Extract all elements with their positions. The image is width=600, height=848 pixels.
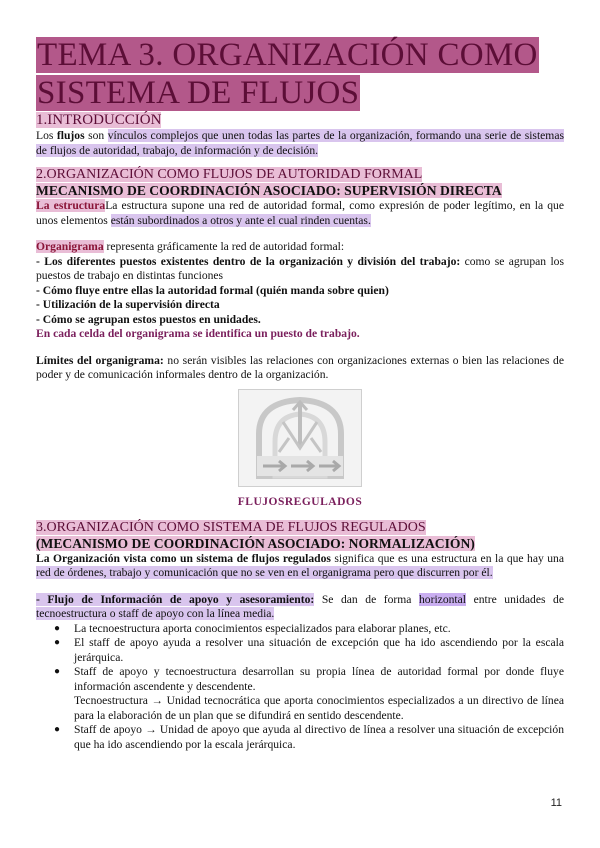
intro-paragraph: Los flujos son vínculos complejos que unen todas las partes de la organización, formando una serie de sistemas de flujos de autoridad, trabajo, de información y de decisión. [36,129,564,157]
section-2-heading: 2.ORGANIZACIÓN COMO FLUJOS DE AUTORIDAD FORMAL [36,167,423,182]
organigrama-note: En cada celda del organigrama se identifica un puesto de trabajo. [36,327,360,340]
section-2-subheading: MECANISMO DE COORDINACIÓN ASOCIADO: SUPERVISIÓN DIRECTA [36,183,502,198]
organigrama-item-3: - Utilización de la supervisión directa [36,298,220,311]
organigrama-item-2: - Cómo fluye entre ellas la autoridad formal (quién manda sobre quien) [36,283,389,297]
page-title [36,36,564,112]
section-3-heading: 3.ORGANIZACIÓN COMO SISTEMA DE FLUJOS REGULADOS [36,519,426,535]
flujos-regulados-diagram [238,389,362,487]
section-3-subheading: (MECANISMO DE COORDINACIÓN ASOCIADO: NORMALIZACIÓN) [36,535,475,551]
document-page [36,36,564,752]
flujos-regulados-paragraph: La Organización vista como un sistema de flujos regulados significa que es una estructura en la que hay una red de órdenes, trabajo y comunicación que no se ven en el organigrama pero que discurren por él. [36,551,564,579]
diagram-image [239,390,361,486]
section-1-heading: 1.INTRODUCCIÓN [36,112,162,128]
limites-paragraph: Límites del organigrama: no serán visibles las relaciones con organizaciones externas o bien las relaciones de poder y de comunicación informales dentro de la organización. [36,353,564,381]
figure-caption: FLUJOSREGULADOS [237,495,363,508]
list-item: ● La tecnoestructura aporta conocimientos especializados para elaborar planes, etc. [54,621,451,635]
apoyo-bullet-list [36,622,564,753]
list-item: ● Staff de apoyo → Unidad de apoyo que ayuda al directivo de línea a resolver una situación de excepción que ha ido ascendiendo por la escala jerárquica. [54,723,564,751]
bullet-icon: ● [54,637,61,648]
title-line-1: TEMA 3. ORGANIZACIÓN COMO [37,37,538,73]
page-number: 11 [550,797,562,809]
title-line-2: SISTEMA DE FLUJOS [37,75,360,111]
flujo-informacion-paragraph: - Flujo de Información de apoyo y asesoramiento: Se dan de forma horizontal entre unidades de tecnoestructura o staff de apoyo con la línea media. [36,592,564,620]
bullet-icon: ● [54,622,61,634]
bullet-icon: ● [54,724,61,735]
bullet-icon: ● [54,666,61,677]
list-item: ● El staff de apoyo ayuda a resolver una situación de excepción que ha ido ascendiendo por la escala jerárquica. [54,636,564,664]
list-item: ● Staff de apoyo y tecnoestructura desarrollan su propia línea de autoridad formal por donde fluye información ascendente y descendente. Tecnoestructura → Unidad tecnocrática que aporta conocimientos especializados a un directivo de línea para la elaboración de un plan que se difundirá en sentido descendente. [54,665,564,722]
organigrama-item-1: - Los diferentes puestos existentes dentro de la organización y división del trabajo: como se agrupan los puestos de trabajo en distintas funciones [36,254,564,282]
estructura-paragraph: La estructuraLa estructura supone una red de autoridad formal, como expresión de poder legítimo, en la que unos elementos están subordinados a otros y ante el cual rinden cuentas. [36,199,564,227]
organigrama-item-4: - Cómo se agrupan estos puestos en unidades. [36,312,261,326]
organigrama-paragraph: Organigrama representa gráficamente la red de autoridad formal: [36,240,345,253]
list-item-continuation: Tecnoestructura → Unidad tecnocrática que aporta conocimientos especializados a un directivo de línea para la elaboración de un plan que se difundirá en sentido descendente. [74,694,564,722]
